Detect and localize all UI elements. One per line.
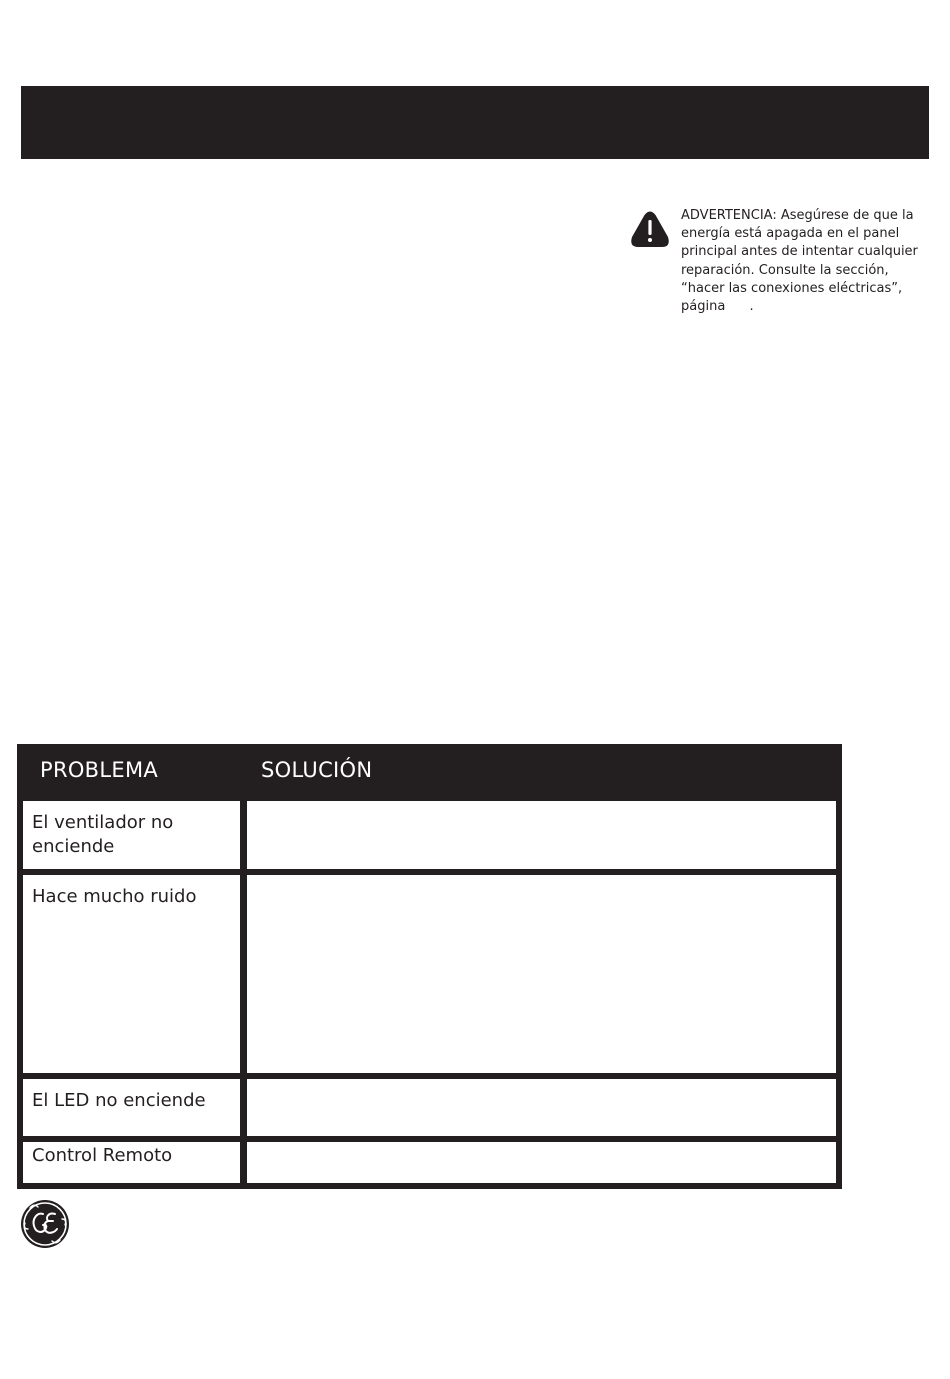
warning-page-line — [681, 298, 931, 316]
warning-line: reparación. Consulte la sección, — [681, 262, 889, 278]
warning-line: principal antes de intentar cualquier — [681, 244, 918, 260]
solution-cell — [247, 1142, 836, 1183]
troubleshooting-table — [17, 744, 842, 1189]
problem-text: El LED no enciende — [32, 1090, 206, 1111]
warning-line: energía está apagada en el panel — [681, 226, 900, 242]
problem-cell — [23, 801, 240, 869]
problem-cell — [23, 875, 240, 1073]
warning-page-end: . — [749, 299, 754, 315]
solution-cell — [247, 875, 836, 1073]
problem-text: Hace mucho ruido — [32, 886, 197, 907]
warning-text — [681, 207, 931, 316]
problem-text: El ventilador no enciende — [32, 812, 174, 857]
problem-cell — [23, 1142, 240, 1183]
solution-cell — [247, 1079, 836, 1136]
warning-icon — [630, 209, 670, 249]
header-bar — [21, 86, 929, 159]
problem-text: Control Remoto — [32, 1145, 173, 1166]
warning-line: ADVERTENCIA: Asegúrese de que la — [681, 208, 914, 223]
ge-logo-icon — [20, 1199, 70, 1249]
problem-cell — [23, 1079, 240, 1136]
header-problem: PROBLEMA — [40, 758, 159, 782]
solution-cell — [247, 801, 836, 869]
warning-line: “hacer las conexiones eléctricas”, — [681, 280, 903, 296]
header-solution: SOLUCIÓN — [261, 758, 373, 782]
warning-page-label: página — [681, 299, 726, 315]
